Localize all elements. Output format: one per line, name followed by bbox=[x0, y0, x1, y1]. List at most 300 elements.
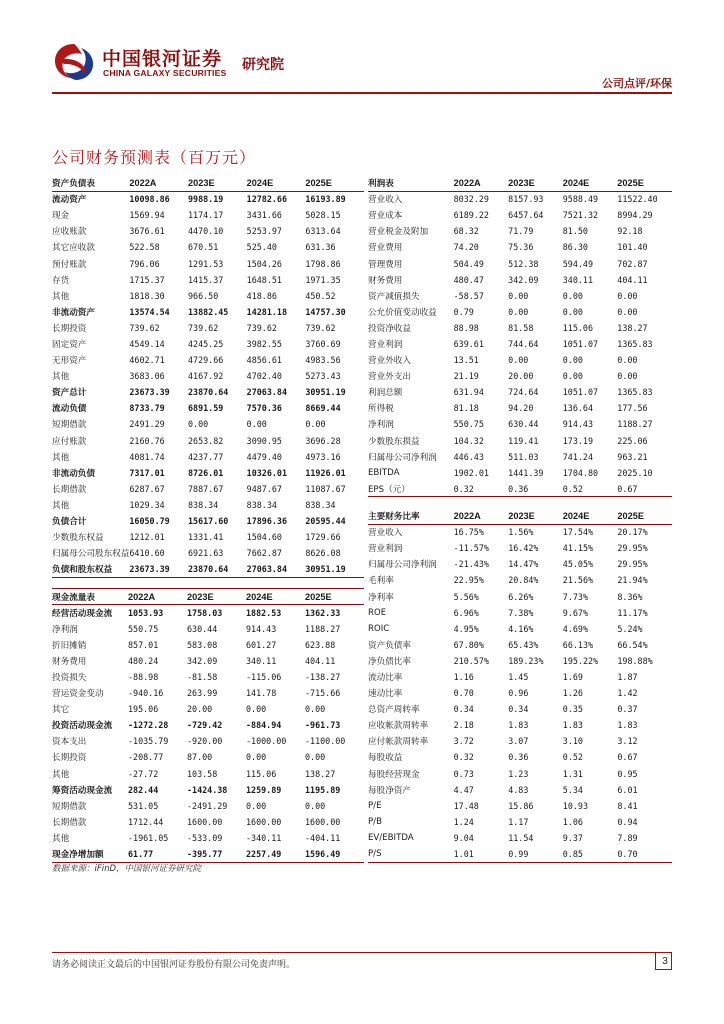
data-source-note: 数据来源：iFinD，中国银河证券研究院 bbox=[52, 864, 202, 874]
row-label: 少数股东损益 bbox=[368, 436, 420, 447]
row-label: 无形资产 bbox=[52, 356, 87, 367]
table-title-cell: 现金流量表 bbox=[52, 589, 128, 605]
value-cell: 739.62 bbox=[188, 322, 219, 333]
value-cell: 963.21 bbox=[617, 451, 648, 462]
row-label: 资本支出 bbox=[52, 737, 87, 748]
table-row bbox=[368, 524, 672, 540]
value-cell: -961.73 bbox=[305, 720, 341, 731]
row-label: 资产总计 bbox=[52, 388, 87, 399]
value-cell: -715.66 bbox=[305, 688, 341, 699]
value-cell: 4.47 bbox=[453, 784, 474, 795]
value-cell: 6313.64 bbox=[305, 226, 341, 237]
value-cell: 2025.10 bbox=[617, 467, 653, 478]
value-cell: 225.06 bbox=[617, 435, 648, 446]
table-row bbox=[52, 320, 364, 336]
value-cell: 68.32 bbox=[453, 226, 479, 237]
value-cell: 1259.89 bbox=[246, 784, 282, 795]
table-row bbox=[52, 621, 364, 637]
value-cell: 138.27 bbox=[617, 322, 648, 333]
table-row bbox=[368, 782, 672, 798]
value-cell: 13882.45 bbox=[188, 306, 229, 317]
value-cell: 0.00 bbox=[305, 704, 326, 715]
value-cell: -1961.05 bbox=[128, 832, 169, 843]
value-cell: 0.00 bbox=[305, 419, 326, 430]
row-label: 每股净资产 bbox=[368, 785, 411, 796]
value-cell: 1051.07 bbox=[562, 338, 599, 349]
value-cell: 81.58 bbox=[508, 322, 534, 333]
value-cell: -138.27 bbox=[305, 672, 341, 683]
value-cell: 796.06 bbox=[129, 258, 160, 269]
value-cell: 5028.15 bbox=[305, 210, 341, 221]
row-label: ROE bbox=[368, 607, 387, 618]
value-cell: -115.06 bbox=[246, 672, 282, 683]
table-row bbox=[368, 556, 672, 572]
value-cell: 0.94 bbox=[617, 816, 638, 827]
value-cell: 0.36 bbox=[508, 481, 563, 497]
year-header-cell: 2023E bbox=[508, 508, 563, 524]
table-row bbox=[52, 653, 364, 669]
table-row bbox=[52, 497, 364, 513]
value-cell: 3676.61 bbox=[129, 226, 165, 237]
value-cell: 4.16% bbox=[508, 623, 534, 634]
table-row bbox=[368, 191, 672, 207]
value-cell: 67.80% bbox=[453, 639, 484, 650]
value-cell: -940.16 bbox=[128, 688, 164, 699]
table-row bbox=[368, 352, 672, 368]
table-row bbox=[368, 465, 672, 481]
row-label: 应收账款 bbox=[52, 227, 87, 238]
row-label: 财务费用 bbox=[52, 656, 87, 667]
table-row bbox=[368, 207, 672, 223]
value-cell: 2160.76 bbox=[129, 435, 165, 446]
table-row bbox=[52, 830, 364, 846]
value-cell: 0.00 bbox=[617, 371, 638, 382]
table-title-cell: 利润表 bbox=[368, 175, 454, 191]
value-cell: 115.06 bbox=[562, 322, 593, 333]
value-cell: 7662.87 bbox=[246, 548, 282, 559]
value-cell: -2491.29 bbox=[187, 800, 228, 811]
value-cell: 61.77 bbox=[128, 846, 187, 862]
row-label: 应付账款 bbox=[52, 436, 87, 447]
table-row bbox=[368, 272, 672, 288]
table-row bbox=[52, 814, 364, 830]
row-label: 投资损失 bbox=[52, 673, 87, 684]
value-cell: 81.18 bbox=[453, 403, 479, 414]
table-row bbox=[368, 733, 672, 749]
value-cell: 29.95% bbox=[617, 559, 648, 570]
value-cell: 1.45 bbox=[508, 671, 529, 682]
value-cell: 838.34 bbox=[188, 499, 219, 510]
value-cell: 1.31 bbox=[562, 768, 583, 779]
row-label: 营业费用 bbox=[368, 243, 403, 254]
table-row bbox=[52, 223, 364, 239]
value-cell: 17896.36 bbox=[246, 516, 288, 527]
value-cell: 6.26% bbox=[508, 591, 534, 602]
table-row bbox=[52, 782, 364, 798]
row-label: 营业收入 bbox=[368, 195, 403, 206]
row-label: 归属母公司净利润 bbox=[368, 452, 437, 463]
value-cell: 4973.16 bbox=[305, 451, 341, 462]
value-cell: 5.56% bbox=[453, 591, 479, 602]
value-cell: 1188.27 bbox=[305, 623, 341, 634]
value-cell: 522.58 bbox=[129, 242, 160, 253]
value-cell: 0.00 bbox=[305, 800, 326, 811]
value-cell: -1424.38 bbox=[187, 784, 228, 795]
value-cell: 10326.01 bbox=[246, 467, 288, 478]
value-cell: 210.57% bbox=[453, 655, 489, 666]
row-label: 流动比率 bbox=[368, 672, 403, 683]
value-cell: -21.43% bbox=[453, 559, 489, 570]
row-label: 速动比率 bbox=[368, 689, 403, 700]
galaxy-logo-icon bbox=[52, 40, 96, 84]
table-row bbox=[52, 352, 364, 368]
value-cell: 0.95 bbox=[617, 768, 638, 779]
value-cell: 1.24 bbox=[453, 816, 474, 827]
value-cell: 450.52 bbox=[305, 290, 336, 301]
value-cell: 0.00 bbox=[508, 290, 529, 301]
value-cell: 1.01 bbox=[454, 846, 509, 862]
value-cell: 0.99 bbox=[508, 846, 563, 862]
table-row bbox=[368, 621, 672, 637]
value-cell: 550.75 bbox=[453, 419, 484, 430]
value-cell: 8157.93 bbox=[508, 194, 544, 205]
balance-sheet-table bbox=[52, 175, 364, 578]
value-cell: 623.88 bbox=[305, 639, 336, 650]
value-cell: 11.17% bbox=[617, 607, 648, 618]
table-row bbox=[368, 384, 672, 400]
value-cell: 342.09 bbox=[187, 655, 218, 666]
value-cell: 1758.03 bbox=[187, 607, 223, 618]
value-cell: 0.37 bbox=[617, 704, 638, 715]
table-row bbox=[52, 255, 364, 271]
table-title-cell: 资产负债表 bbox=[52, 175, 129, 191]
footer-divider bbox=[52, 952, 672, 953]
value-cell: 10098.86 bbox=[129, 194, 170, 205]
value-cell: 22.95% bbox=[453, 575, 484, 586]
year-header-cell: 2024E bbox=[563, 175, 618, 191]
value-cell: 21.56% bbox=[562, 575, 594, 586]
value-cell: 1.26 bbox=[562, 688, 583, 699]
value-cell: 404.11 bbox=[305, 655, 336, 666]
value-cell: -1272.28 bbox=[128, 720, 169, 731]
income-statement-table bbox=[368, 175, 672, 497]
value-cell: 1051.07 bbox=[562, 387, 599, 398]
value-cell: 8032.29 bbox=[453, 194, 489, 205]
value-cell: 739.62 bbox=[246, 322, 277, 333]
value-cell: 511.03 bbox=[508, 451, 539, 462]
table-row bbox=[368, 846, 672, 862]
value-cell: -208.77 bbox=[128, 752, 164, 763]
value-cell: 744.64 bbox=[508, 338, 539, 349]
value-cell: 601.27 bbox=[246, 639, 277, 650]
table-header-row bbox=[368, 175, 672, 191]
table-row bbox=[52, 336, 364, 352]
row-label: 营业收入 bbox=[368, 528, 403, 539]
value-cell: 0.00 bbox=[246, 419, 267, 430]
table-row bbox=[52, 637, 364, 653]
table-row bbox=[52, 207, 364, 223]
value-cell: 0.96 bbox=[508, 688, 529, 699]
table-row bbox=[368, 433, 672, 449]
value-cell: 1600.00 bbox=[246, 816, 282, 827]
row-label: 现金 bbox=[52, 211, 70, 222]
value-cell: 2653.82 bbox=[188, 435, 224, 446]
row-label: EBITDA bbox=[368, 467, 400, 478]
row-label: 营业税金及附加 bbox=[368, 227, 429, 238]
table-row bbox=[368, 653, 672, 669]
value-cell: 263.99 bbox=[187, 688, 218, 699]
value-cell: 195.06 bbox=[128, 704, 159, 715]
value-cell: 92.18 bbox=[617, 226, 643, 237]
table-row bbox=[52, 513, 364, 529]
value-cell: 6287.67 bbox=[129, 483, 165, 494]
value-cell: -395.77 bbox=[187, 846, 246, 862]
value-cell: 914.43 bbox=[562, 419, 593, 430]
year-header-cell: 2023E bbox=[188, 175, 247, 191]
value-cell: 1331.41 bbox=[188, 532, 224, 543]
value-cell: 630.44 bbox=[508, 419, 539, 430]
value-cell: 1.42 bbox=[617, 688, 638, 699]
value-cell: 0.70 bbox=[617, 846, 672, 862]
value-cell: 8669.44 bbox=[305, 403, 341, 414]
value-cell: 1600.00 bbox=[305, 816, 341, 827]
value-cell: 9.04 bbox=[453, 832, 474, 843]
table-row bbox=[368, 685, 672, 701]
row-label: 营业外收入 bbox=[368, 356, 411, 367]
value-cell: 0.32 bbox=[454, 481, 509, 497]
value-cell: 1362.33 bbox=[305, 607, 341, 618]
row-label: 利润总额 bbox=[368, 388, 403, 399]
table-row bbox=[52, 529, 364, 545]
value-cell: 0.73 bbox=[453, 768, 474, 779]
row-label: 净利润 bbox=[368, 420, 394, 431]
row-label: 其他 bbox=[52, 769, 70, 780]
value-cell: 631.94 bbox=[453, 387, 484, 398]
table-row bbox=[52, 384, 364, 400]
value-cell: 4.83 bbox=[508, 784, 529, 795]
value-cell: 17.48 bbox=[453, 800, 479, 811]
value-cell: 2.18 bbox=[453, 720, 474, 731]
value-cell: 1902.01 bbox=[453, 467, 489, 478]
row-label: 其他 bbox=[52, 372, 70, 383]
value-cell: 4729.66 bbox=[188, 355, 224, 366]
table-row bbox=[368, 588, 672, 604]
value-cell: 1053.93 bbox=[128, 607, 164, 618]
value-cell: 75.36 bbox=[508, 242, 534, 253]
value-cell: 27063.84 bbox=[247, 561, 306, 577]
value-cell: 23870.64 bbox=[188, 387, 229, 398]
value-cell: 3431.66 bbox=[246, 210, 282, 221]
value-cell: 119.41 bbox=[508, 435, 539, 446]
section-title: 公司财务预测表（百万元） bbox=[52, 148, 257, 167]
row-label: P/S bbox=[368, 846, 454, 862]
value-cell: 4245.25 bbox=[188, 338, 224, 349]
value-cell: 195.22% bbox=[562, 655, 599, 666]
year-header-cell: 2022A bbox=[129, 175, 188, 191]
value-cell: 10.93 bbox=[562, 800, 589, 811]
table-row bbox=[368, 798, 672, 814]
value-cell: 504.49 bbox=[453, 258, 484, 269]
value-cell: 23673.39 bbox=[129, 387, 170, 398]
value-cell: 21.19 bbox=[453, 371, 479, 382]
value-cell: 87.00 bbox=[187, 752, 213, 763]
row-label: 长期借款 bbox=[52, 484, 87, 495]
value-cell: 4081.74 bbox=[129, 451, 165, 462]
value-cell: 177.56 bbox=[617, 403, 648, 414]
value-cell: 15.86 bbox=[508, 800, 534, 811]
value-cell: 101.40 bbox=[617, 242, 648, 253]
table-row bbox=[52, 669, 364, 685]
table-row bbox=[52, 717, 364, 733]
value-cell: 5253.97 bbox=[246, 226, 282, 237]
value-cell: 0.00 bbox=[562, 371, 583, 382]
row-label: 净负债比率 bbox=[368, 656, 411, 667]
value-cell: 531.05 bbox=[128, 800, 159, 811]
value-cell: 0.00 bbox=[305, 752, 326, 763]
value-cell: -884.94 bbox=[246, 720, 282, 731]
row-label: 负债合计 bbox=[52, 517, 87, 528]
row-label: 其他 bbox=[52, 500, 70, 511]
value-cell: 16050.79 bbox=[129, 516, 170, 527]
row-label: 每股经营现金 bbox=[368, 769, 420, 780]
row-label: 投资活动现金流 bbox=[52, 721, 113, 732]
value-cell: 7887.67 bbox=[188, 483, 224, 494]
value-cell: 1882.53 bbox=[246, 607, 282, 618]
year-header-cell: 2025E bbox=[617, 175, 672, 191]
table-row bbox=[52, 465, 364, 481]
row-label: 筹资活动现金流 bbox=[52, 785, 113, 796]
value-cell: 670.51 bbox=[188, 242, 219, 253]
value-cell: 1596.49 bbox=[305, 846, 364, 862]
value-cell: 340.11 bbox=[562, 274, 593, 285]
row-label: 流动资产 bbox=[52, 195, 87, 206]
row-label: 营业成本 bbox=[368, 211, 403, 222]
value-cell: 141.78 bbox=[246, 688, 277, 699]
value-cell: 0.00 bbox=[508, 306, 529, 317]
value-cell: 0.35 bbox=[562, 704, 583, 715]
value-cell: 1365.83 bbox=[617, 338, 653, 349]
value-cell: 3090.95 bbox=[246, 435, 282, 446]
value-cell: 1715.37 bbox=[129, 274, 165, 285]
value-cell: 1.23 bbox=[508, 768, 529, 779]
cash-flow-table bbox=[52, 588, 364, 863]
table-row bbox=[52, 798, 364, 814]
value-cell: 0.00 bbox=[246, 704, 267, 715]
table-row bbox=[368, 717, 672, 733]
value-cell: 0.00 bbox=[617, 355, 638, 366]
value-cell: 0.34 bbox=[453, 704, 474, 715]
table-header-row bbox=[368, 508, 672, 524]
table-row bbox=[368, 288, 672, 304]
footer-disclaimer: 请务必阅读正文最后的中国银河证券股份有限公司免责声明。 bbox=[52, 960, 296, 970]
value-cell: 9487.67 bbox=[246, 483, 282, 494]
value-cell: 739.62 bbox=[305, 322, 336, 333]
value-cell: 0.00 bbox=[562, 306, 583, 317]
value-cell: 914.43 bbox=[246, 623, 277, 634]
value-cell: 4702.40 bbox=[246, 371, 282, 382]
value-cell: -1035.79 bbox=[128, 736, 169, 747]
row-label: 公允价值变动收益 bbox=[368, 307, 437, 318]
table-title-cell: 主要财务比率 bbox=[368, 508, 454, 524]
row-label: ROIC bbox=[368, 623, 390, 634]
value-cell: 173.19 bbox=[562, 435, 593, 446]
page-number: 3 bbox=[662, 956, 668, 967]
table-row bbox=[52, 272, 364, 288]
value-cell: 115.06 bbox=[246, 768, 277, 779]
value-cell: 1.56% bbox=[508, 527, 534, 538]
value-cell: 0.85 bbox=[563, 846, 618, 862]
value-cell: -81.58 bbox=[187, 672, 218, 683]
table-row bbox=[368, 320, 672, 336]
table-row bbox=[368, 449, 672, 465]
table-row bbox=[368, 400, 672, 416]
value-cell: 7317.01 bbox=[129, 467, 165, 478]
row-label: 归属母公司股东权益 bbox=[52, 549, 130, 560]
value-cell: 11926.01 bbox=[305, 467, 346, 478]
row-label: 少数股东权益 bbox=[52, 533, 104, 544]
value-cell: 66.13% bbox=[562, 639, 594, 650]
table-row bbox=[368, 540, 672, 556]
table-row bbox=[368, 669, 672, 685]
value-cell: 0.34 bbox=[508, 704, 529, 715]
row-label: 经营活动现金流 bbox=[52, 608, 113, 619]
table-row bbox=[368, 701, 672, 717]
table-row bbox=[368, 239, 672, 255]
value-cell: 5.34 bbox=[562, 784, 583, 795]
value-cell: 9988.19 bbox=[188, 194, 224, 205]
value-cell: 20595.44 bbox=[305, 516, 346, 527]
table-row bbox=[368, 766, 672, 782]
year-header-cell: 2022A bbox=[128, 589, 187, 605]
table-row bbox=[368, 255, 672, 271]
row-label: 归属母公司净利润 bbox=[368, 560, 437, 571]
value-cell: 8626.08 bbox=[305, 548, 341, 559]
value-cell: 8.36% bbox=[617, 591, 643, 602]
value-cell: 838.34 bbox=[246, 499, 277, 510]
row-label: 长期投资 bbox=[52, 753, 87, 764]
value-cell: 4602.71 bbox=[129, 355, 165, 366]
value-cell: 404.11 bbox=[617, 274, 648, 285]
value-cell: 4983.56 bbox=[305, 355, 341, 366]
value-cell: -27.72 bbox=[128, 768, 159, 779]
value-cell: -1100.00 bbox=[305, 736, 346, 747]
brand-name-cn: 中国银河证券 bbox=[102, 48, 223, 70]
value-cell: 7570.36 bbox=[246, 403, 282, 414]
value-cell: 7.73% bbox=[562, 591, 589, 602]
value-cell: 0.00 bbox=[562, 290, 583, 301]
value-cell: 8.41 bbox=[617, 800, 638, 811]
value-cell: 1212.01 bbox=[129, 532, 165, 543]
value-cell: 21.94% bbox=[617, 575, 648, 586]
value-cell: 1174.17 bbox=[188, 210, 224, 221]
value-cell: 5273.43 bbox=[305, 371, 341, 382]
value-cell: 13.51 bbox=[453, 355, 479, 366]
value-cell: 2491.29 bbox=[129, 419, 165, 430]
value-cell: 1818.30 bbox=[129, 290, 165, 301]
table-row bbox=[368, 416, 672, 432]
value-cell: 29.95% bbox=[617, 543, 648, 554]
value-cell: 0.32 bbox=[453, 752, 474, 763]
value-cell: 6410.60 bbox=[129, 548, 165, 559]
value-cell: 3.10 bbox=[562, 736, 583, 747]
row-label: 应付帐款周转率 bbox=[368, 737, 429, 748]
value-cell: 11087.67 bbox=[305, 483, 346, 494]
row-label: 折旧摊销 bbox=[52, 640, 87, 651]
value-cell: 966.50 bbox=[188, 290, 219, 301]
table-row bbox=[52, 191, 364, 207]
value-cell: 16.42% bbox=[508, 543, 539, 554]
value-cell: 3683.06 bbox=[129, 371, 165, 382]
